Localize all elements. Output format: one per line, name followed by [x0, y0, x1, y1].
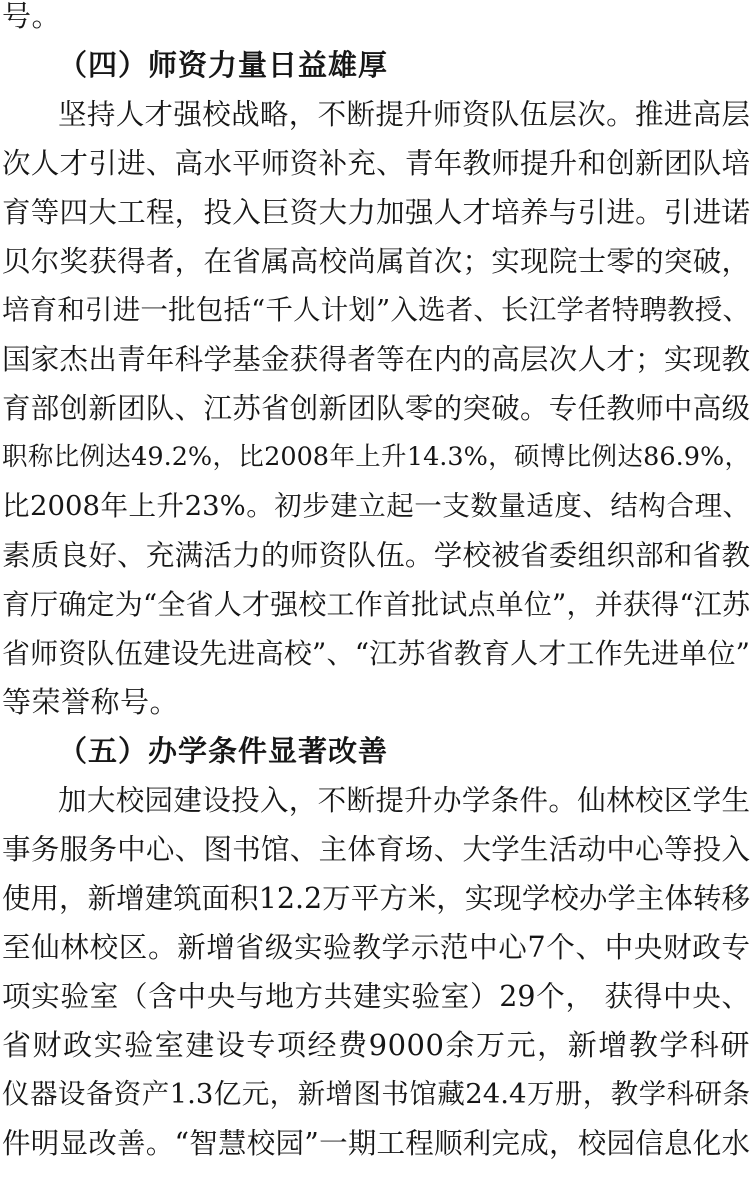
paragraph-line: 加大校园建设投入，不断提升办学条件。仙林校区学生	[58, 784, 750, 817]
paragraph-line: 比2008年上升23%。初步建立起一支数量适度、结构合理、	[2, 490, 750, 522]
paragraph-line: 次人才引进、高水平师资补充、青年教师提升和创新团队培	[2, 147, 750, 180]
paragraph-line: 国家杰出青年科学基金获得者等在内的高层次人才；实现教	[2, 343, 750, 376]
section-heading-4: （四）师资力量日益雄厚	[58, 48, 389, 82]
paragraph-line: 省财政实验室建设专项经费9000余万元，新增教学科研	[2, 1028, 750, 1062]
paragraph-line: 号。	[2, 0, 62, 33]
paragraph-line: 育等四大工程，投入巨资大力加强人才培养与引进。引进诺	[2, 196, 750, 229]
paragraph-line: 素质良好、充满活力的师资队伍。学校被省委组织部和省教	[2, 539, 750, 572]
paragraph-line: 仪器设备资产1.3亿元，新增图书馆藏24.4万册，教学科研条	[2, 1078, 750, 1110]
paragraph-line: 件明显改善。“智慧校园”一期工程顺利完成，校园信息化水	[2, 1127, 750, 1160]
paragraph-line: 至仙林校区。新增省级实验教学示范中心7个、中央财政专	[2, 931, 750, 964]
paragraph-line: 省师资队伍建设先进高校”、“江苏省教育人才工作先进单位”	[2, 637, 750, 670]
paragraph-line: 坚持人才强校战略，不断提升师资队伍层次。推进高层	[58, 98, 750, 131]
paragraph-line: 等荣誉称号。	[2, 685, 180, 719]
paragraph-line: 职称比例达49.2%，比2008年上升14.3%，硕博比例达86.9%，	[2, 442, 750, 472]
paragraph-line: 贝尔奖获得者，在省属高校尚属首次；实现院士零的突破，	[2, 245, 750, 278]
paragraph-line: 事务服务中心、图书馆、主体育场、大学生活动中心等投入	[2, 833, 750, 866]
paragraph-line: 培育和引进一批包括“千人计划”入选者、长江学者特聘教授、	[2, 294, 750, 326]
paragraph-line: 育厅确定为“全省人才强校工作首批试点单位”，并获得“江苏	[2, 588, 750, 621]
paragraph-line: 项实验室（含中央与地方共建实验室）29个， 获得中央、	[2, 980, 750, 1013]
paragraph-line: 使用，新增建筑面积12.2万平方米，实现学校办学主体转移	[2, 882, 750, 915]
section-heading-5: （五）办学条件显著改善	[58, 734, 389, 768]
paragraph-line: 育部创新团队、江苏省创新团队零的突破。专任教师中高级	[2, 392, 750, 425]
